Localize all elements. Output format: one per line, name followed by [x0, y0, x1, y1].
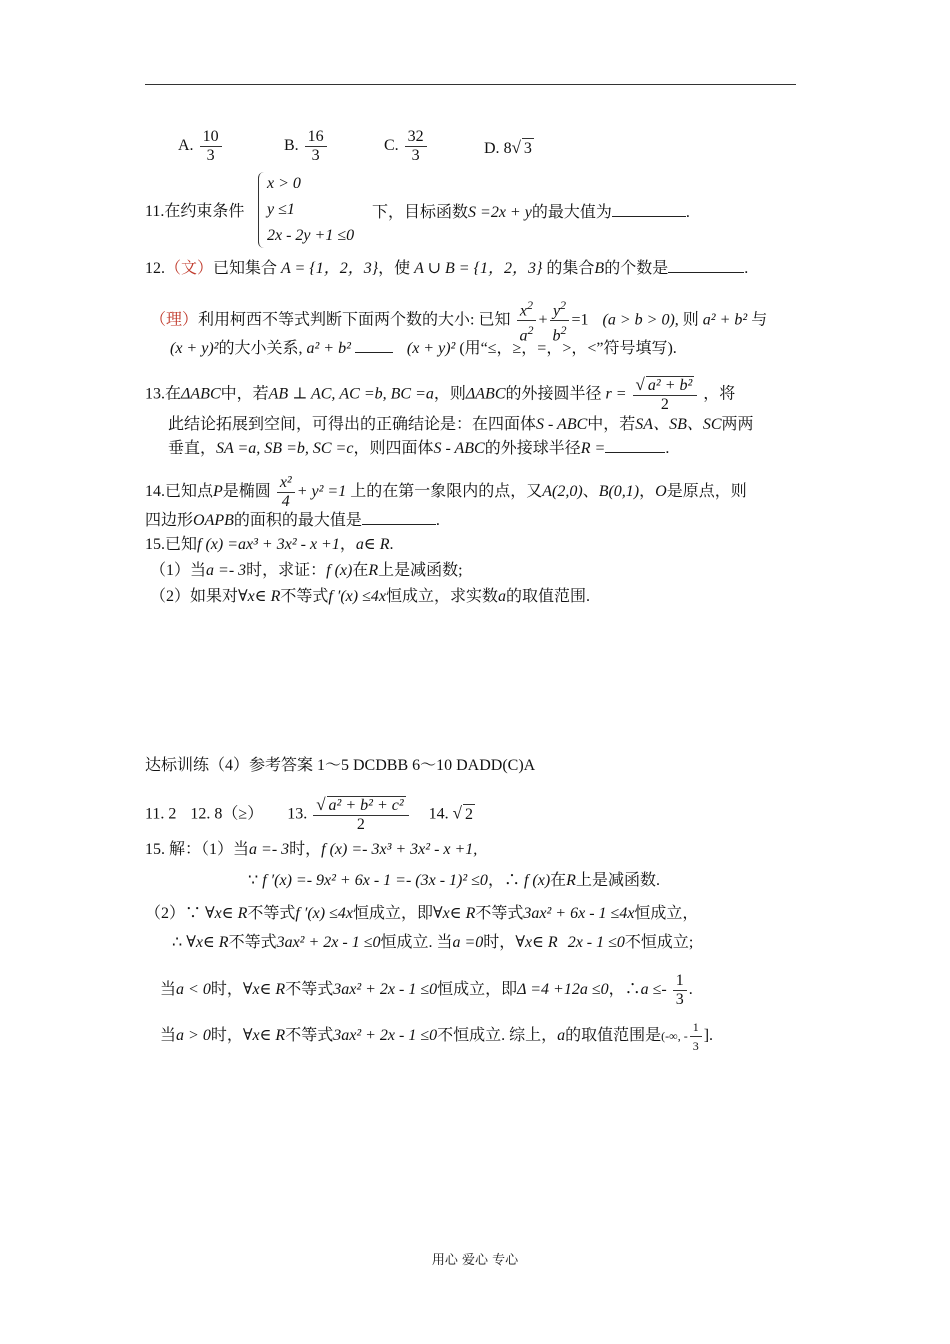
header-rule	[145, 84, 796, 85]
question-12-wen: 12.（文）已知集合 A = {1，2，3}，使 A ∪ B = {1，2，3} 的集合B的个数是 .	[145, 260, 749, 277]
option-c: C. $\frac{32}{3}$	[384, 128, 429, 165]
option-a: A. $\frac{10}{3}$	[178, 128, 224, 165]
question-14-line2: 四边形OAPB的面积的最大值是 .	[145, 512, 440, 529]
answers-header: 达标训练（4）参考答案 1～5 DCDBB 6～10 DADD(C)A	[145, 757, 536, 774]
question-15-part1: （1）当a =- 3时，求证：f (x)在R上是减函数;	[150, 562, 463, 579]
solution-15-line1: 15. 解：（1）当a =- 3时，f (x) =- 3x³ + 3x² - x +1,	[145, 841, 478, 858]
answers-11-14: 11. 2 12. 8（≥） 13. $\frac{\text{√ a² + b² + c²}}{2}$ 14. √ 2	[145, 795, 473, 833]
question-14: 14.已知点P是椭圆 $\frac{\text{x²}}{4}$ + y² =1 上的在第一象限内的点，又A(2,0)、B(0,1)，O是原点，则	[145, 474, 747, 510]
page-footer: 用心 爱心 专心	[431, 1253, 519, 1268]
solution-15-line2: ∵ f ′(x) =- 9x² + 6x - 1 =- (3x - 1)² ≤0，∴ f (x)在R上是减函数.	[248, 872, 660, 889]
question-15-part2: （2）如果对∀x∈ R不等式f ′(x) ≤4x恒成立，求实数a的取值范围.	[150, 588, 591, 605]
solution-15-line5: 当a < 0时，∀x∈ R不等式3ax² + 2x - 1 ≤0恒成立，即Δ =4 +12a ≤0，∴a ≤- $\frac{1}{3}$ .	[160, 972, 693, 1008]
question-12-li-line2: (x + y)²的大小关系, a² + b² (x + y)² (用“≤，≥，=，>，<”符号填写).	[170, 340, 677, 357]
question-13-line3: 垂直，SA =a, SB =b, SC =c，则四面体S - ABC的外接球半径R = .	[168, 440, 670, 457]
question-12-li: （理）利用柯西不等式判断下面两个数的大小: 已知 $\frac{x^2}{a^2}$ + $\frac{y^2}{b^2}$ =1 (a > b > 0), 则 a² + b² 与	[150, 298, 768, 345]
question-13-line2: 此结论拓展到空间，可得出的正确结论是：在四面体S - ABC中，若SA、SB、SC两两	[168, 416, 754, 433]
solution-15-line6: 当a > 0时，∀x∈ R不等式3ax² + 2x - 1 ≤0不恒成立. 综上，a的取值范围是(-∞, - $\frac{1}{3}$ ].	[160, 1020, 714, 1053]
question-15: 15.已知f (x) =ax³ + 3x² - x +1，a∈ R.	[145, 536, 394, 553]
solution-15-line3: （2）∵ ∀x∈ R不等式f ′(x) ≤4x恒成立，即∀x∈ R不等式3ax² + 6x - 1 ≤4x恒成立，	[145, 905, 699, 922]
solution-15-line4: ∴ ∀x∈ R不等式3ax² + 2x - 1 ≤0恒成立. 当a =0时，∀x∈ R 2x - 1 ≤0不恒成立;	[172, 934, 694, 951]
question-11-tail: 下，目标函数S =2x + y的最大值为 .	[372, 204, 690, 221]
question-11: 11.在约束条件	[145, 203, 245, 220]
question-13: 13.在ΔABC中，若AB ⊥ AC, AC =b, BC =a，则ΔABC的外接圆半径 r = $\frac{\text{√ a² + b²}}{2}$ ，将	[145, 375, 736, 413]
constraint-system: x > 0 y ≤1 2x - 2y +1 ≤0	[258, 172, 379, 248]
option-d: D. 8√ 3	[484, 138, 532, 157]
option-b: B. $\frac{16}{3}$	[284, 128, 329, 165]
